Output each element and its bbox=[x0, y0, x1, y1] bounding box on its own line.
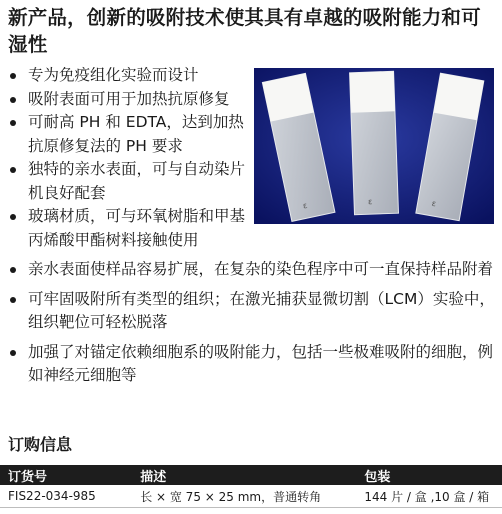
feature-item: 亲水表面使样品容易扩展，在复杂的染色程序中可一直保持样品附着 bbox=[6, 258, 498, 282]
slide-mark: ε bbox=[367, 197, 373, 207]
table-cell: 144 片 / 盒 ,10 盒 / 箱 bbox=[356, 485, 502, 508]
header-cell: 描述 bbox=[132, 465, 356, 485]
bullet-icon bbox=[10, 267, 16, 273]
page-headline: 新产品，创新的吸附技术使其具有卓越的吸附能力和可湿性 bbox=[8, 6, 481, 56]
microscope-slides-image bbox=[254, 68, 494, 224]
order-info-title: 订购信息 bbox=[8, 435, 73, 454]
table-row bbox=[0, 485, 502, 508]
feature-item: 独特的亲水表面，可与自动染片机良好配套 bbox=[6, 158, 248, 205]
bullet-icon bbox=[10, 214, 16, 220]
bullet-icon bbox=[10, 297, 16, 303]
bullet-icon bbox=[10, 120, 16, 126]
order-table bbox=[0, 465, 502, 508]
slide-middle bbox=[350, 71, 399, 214]
feature-item: 玻璃材质，可与环氧树脂和甲基丙烯酸甲酯树料接触使用 bbox=[6, 205, 248, 252]
header-cell: 订货号 bbox=[0, 465, 132, 485]
feature-item: 加强了对锚定依赖细胞系的吸附能力，包括一些极难吸附的细胞，例如神经元细胞等 bbox=[6, 341, 498, 388]
slides-illustration bbox=[254, 68, 494, 224]
bullet-icon bbox=[10, 350, 16, 356]
slide-mark: ε bbox=[302, 200, 309, 211]
feature-item: 可牢固吸附所有类型的组织；在激光捕获显微切割（LCM）实验中，组织靶位可轻松脱落 bbox=[6, 288, 498, 335]
slide-mark: ε bbox=[431, 198, 437, 209]
header-cell: 包装 bbox=[356, 465, 502, 485]
feature-item: 专为免疫组化实验而设计 bbox=[6, 64, 248, 88]
bullet-icon bbox=[10, 73, 16, 79]
table-cell: 长 × 宽 75 × 25 mm，普通转角 bbox=[132, 485, 356, 508]
table-cell: FIS22-034-985 bbox=[0, 485, 132, 508]
feature-item: 吸附表面可用于加热抗原修复 bbox=[6, 88, 248, 112]
table-header-row bbox=[0, 465, 502, 485]
bullet-icon bbox=[10, 97, 16, 103]
bullet-icon bbox=[10, 167, 16, 173]
feature-item: 可耐高 PH 和 EDTA，达到加热抗原修复法的 PH 要求 bbox=[6, 111, 248, 158]
